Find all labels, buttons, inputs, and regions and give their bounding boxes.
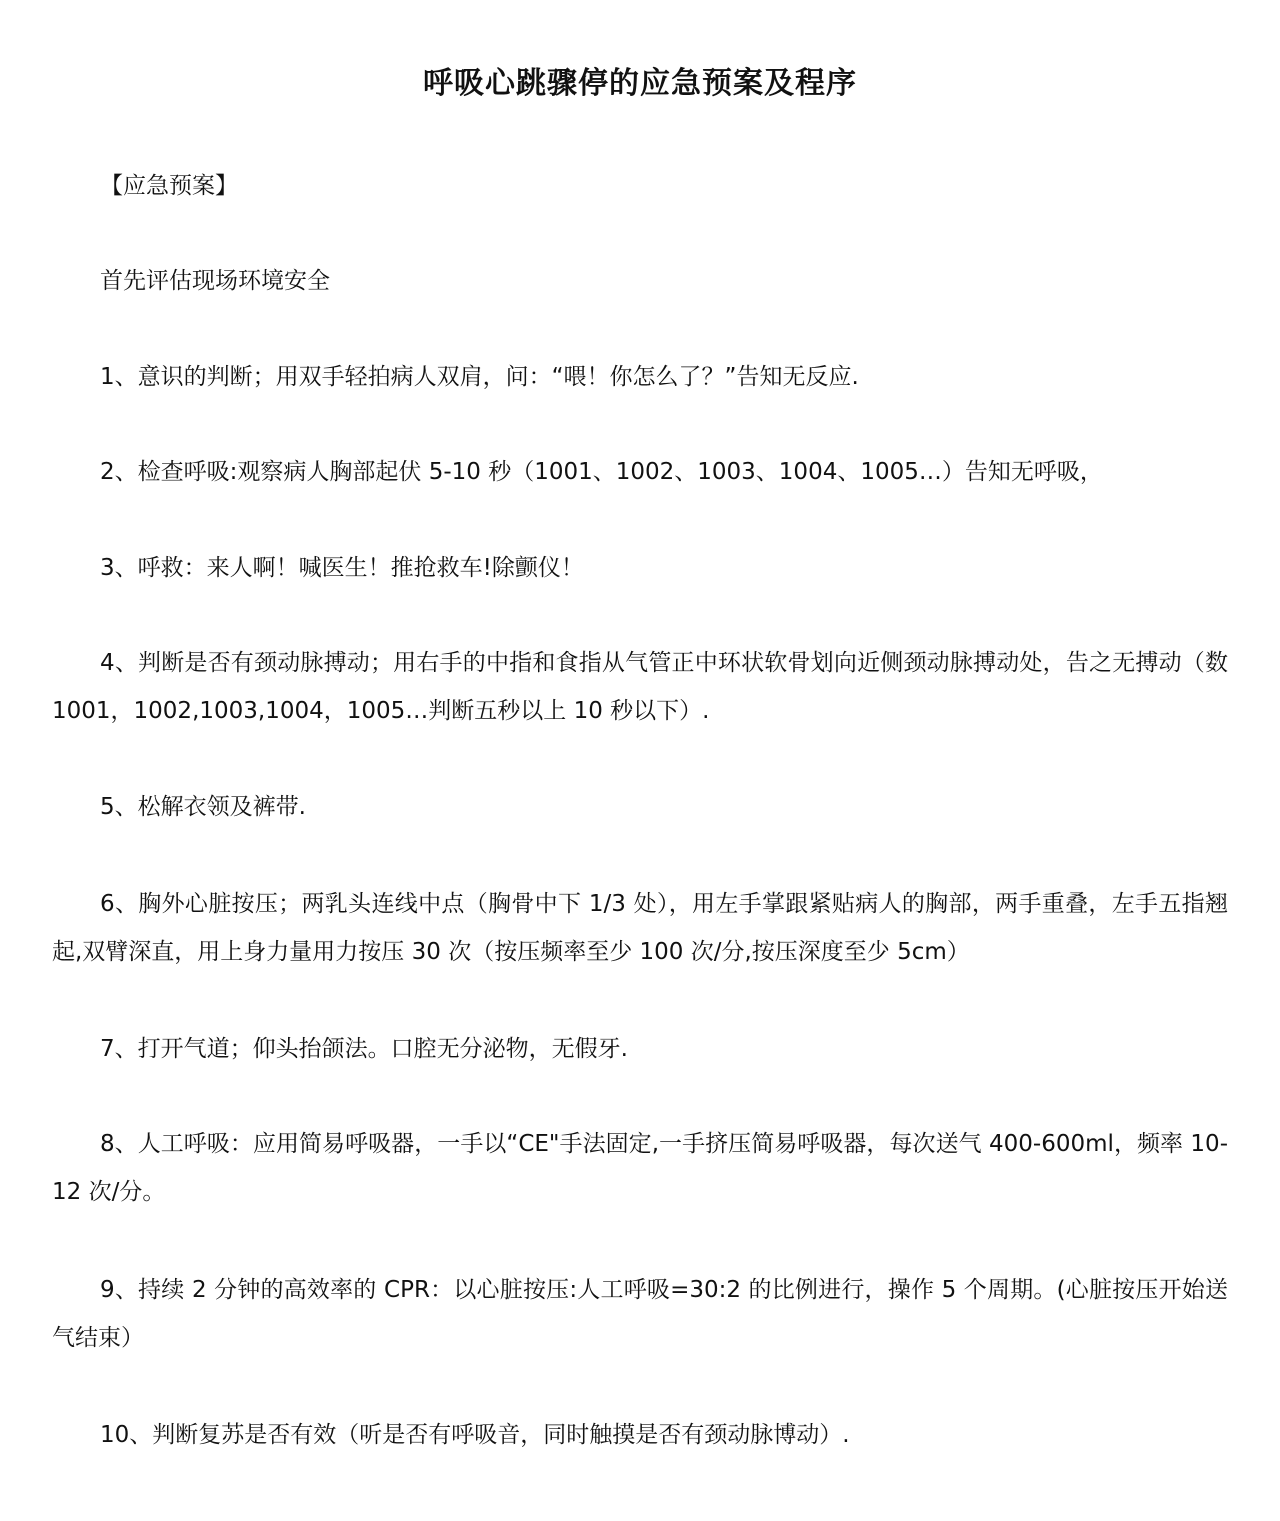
step-2: 2、检查呼吸:观察病人胸部起伏 5-10 秒（1001、1002、1003、1004、1005…）告知无呼吸， [100,459,1103,485]
step-8: 8、人工呼吸：应用简易呼吸器，一手以“CE"手法固定,一手挤压简易呼吸器，每次送气 400-600ml，频率 10-12 次/分。 [52,1131,1228,1205]
section-heading: 【应急预案】 [100,173,238,199]
intro-paragraph: 首先评估现场环境安全 [100,268,330,294]
step-1: 1、意识的判断；用双手轻拍病人双肩，问：“喂！你怎么了？”告知无反应. [100,364,859,390]
step-7: 7、打开气道；仰头抬颌法。口腔无分泌物，无假牙. [100,1036,628,1062]
step-4: 4、判断是否有颈动脉搏动；用右手的中指和食指从气管正中环状软骨划向近侧颈动脉搏动处，告之无搏动（数 1001，1002,1003,1004，1005…判断五秒以上 10 秒以下）. [52,650,1228,724]
step-10: 10、判断复苏是否有效（听是否有呼吸音，同时触摸是否有颈动脉博动）. [100,1422,850,1448]
step-5: 5、松解衣领及裤带. [100,794,306,820]
step-9: 9、持续 2 分钟的高效率的 CPR：以心脏按压:人工呼吸=30:2 的比例进行，操作 5 个周期。(心脏按压开始送气结束） [52,1277,1228,1351]
step-3: 3、呼救：来人啊！喊医生！推抢救车!除颤仪！ [100,555,584,581]
document-title: 呼吸心跳骤停的应急预案及程序 [423,66,857,101]
step-6: 6、胸外心脏按压；两乳头连线中点（胸骨中下 1/3 处），用左手掌跟紧贴病人的胸部，两手重叠，左手五指翘起,双臂深直，用上身力量用力按压 30 次（按压频率至少 100 次/分,按压深度至少 5cm） [52,891,1228,965]
